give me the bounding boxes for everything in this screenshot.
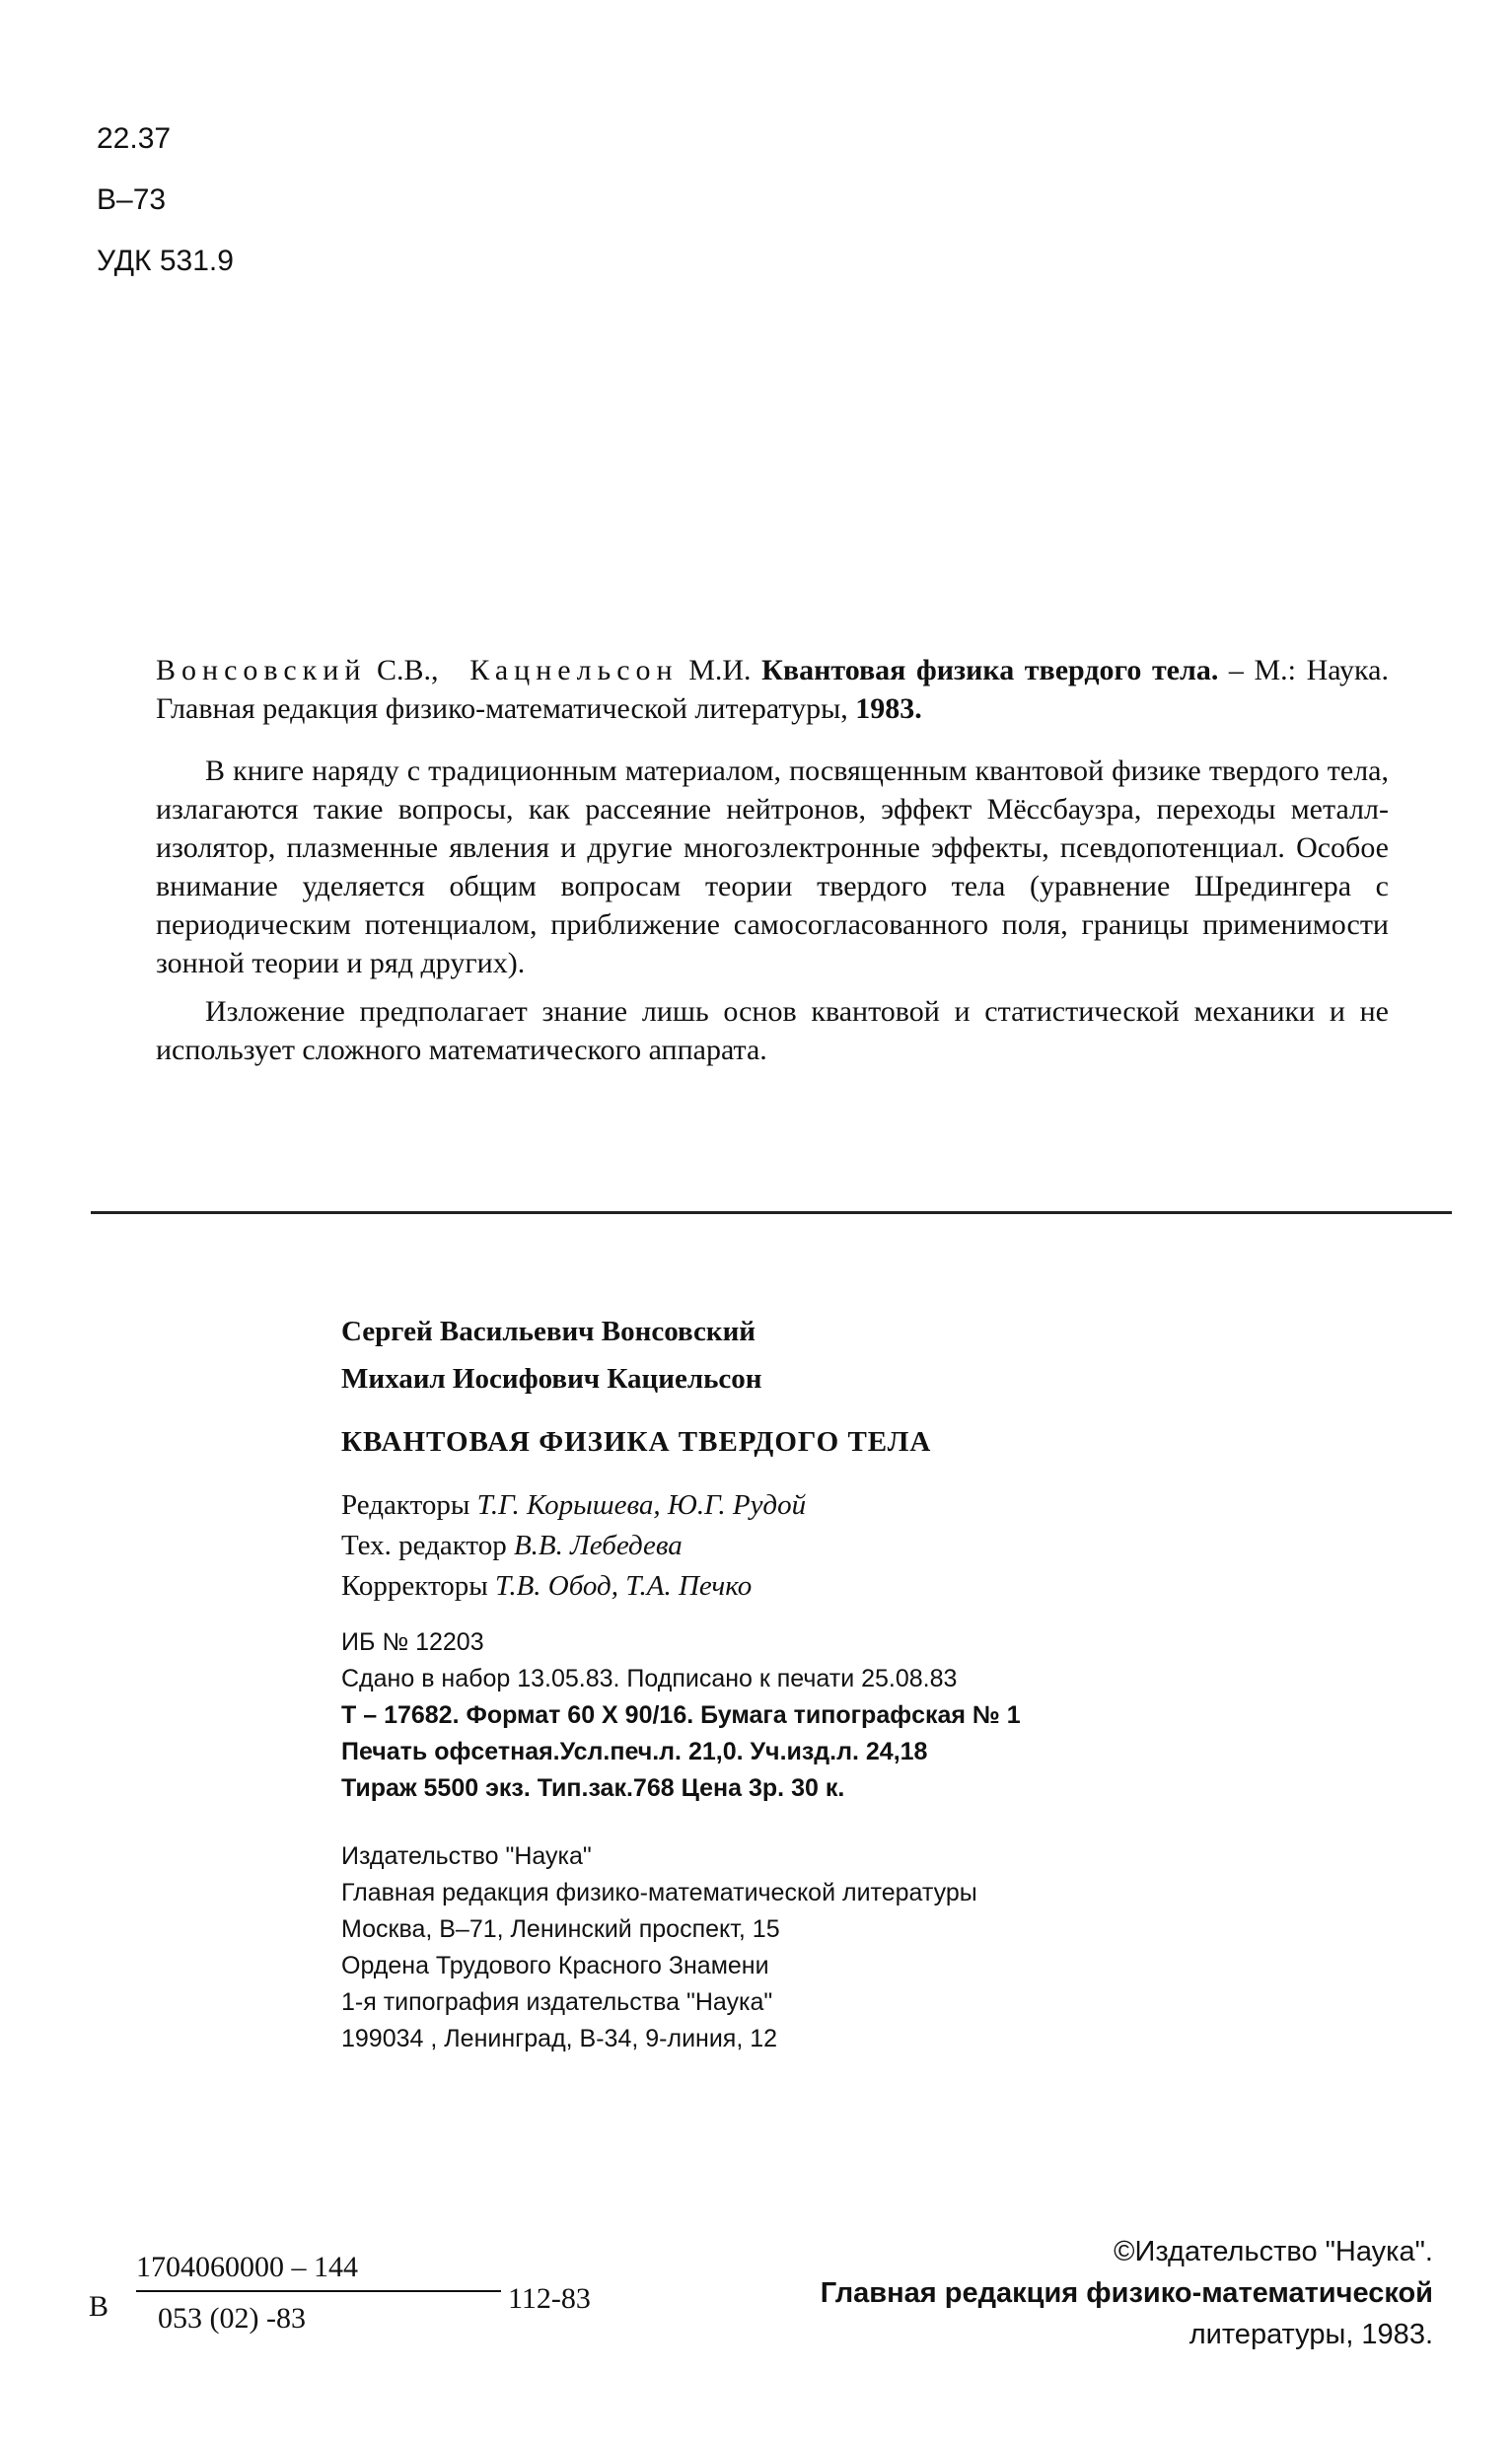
- publisher-block: [341, 1838, 1328, 2057]
- editors-label: Редакторы: [341, 1489, 477, 1521]
- format-line: Т – 17682. Формат 60 Х 90/16. Бумага типографская № 1: [341, 1701, 1021, 1729]
- annotation-paragraph-1: В книге наряду с традиционным материалом, посвященным квантовой физике твердого тела, излагаются такие вопросы, как рассеяние нейтронов, эффект Мёссбаузра, переходы металл-изолятор, плазменные явления и другие многозлектронные эффекты, псевдопотенциал. Особое внимание уделяется общим вопросам теории твердого тела (уравнение Шредингера с периодическим потенциалом, приближение самосогласованного поля, границы применимости зонной теории и ряд других).: [156, 755, 1389, 979]
- ib-number: ИБ № 12203: [341, 1628, 484, 1656]
- author-mark: В–73: [97, 183, 167, 216]
- tech-editor-line: [341, 1526, 1328, 1566]
- print-details: [341, 1624, 1328, 1807]
- annotation-paragraph-2: Изложение предполагает знание лишь основ квантовой и статистической механики и не использует сложного математического аппарата.: [156, 995, 1389, 1066]
- proofreaders-label: Корректоры: [341, 1570, 496, 1602]
- author2-initials: М.И.: [678, 654, 752, 686]
- printer-name: 1-я типография издательства "Наука": [341, 1988, 773, 2016]
- copyright-block: [821, 2231, 1433, 2355]
- tech-editor-name: В.В. Лебедева: [513, 1530, 683, 1561]
- copyright-line-1: ©Издательство "Наука".: [1114, 2236, 1433, 2267]
- copyright-line-2: Главная редакция физико-математической: [820, 2277, 1433, 2309]
- author1-surname: Вонсовский: [156, 654, 367, 686]
- proofreaders-names: Т.В. Обод, Т.А. Печко: [495, 1570, 753, 1602]
- divider-line: [91, 1211, 1452, 1214]
- editors-block: [341, 1485, 1328, 1607]
- editors-line: [341, 1485, 1328, 1526]
- proofreaders-line: [341, 1566, 1328, 1607]
- colophon: [341, 1308, 1328, 2057]
- publisher-address: Москва, В–71, Ленинский проспект, 15: [341, 1915, 780, 1943]
- submitted-line: Сдано в набор 13.05.83. Подписано к печати 25.08.83: [341, 1665, 958, 1692]
- fraction-bar: [136, 2290, 501, 2292]
- copyright-line-3: литературы, 1983.: [1188, 2319, 1433, 2350]
- printer-order: Ордена Трудового Красного Знамени: [341, 1952, 769, 1979]
- author1-initials: С.В.,: [366, 654, 439, 686]
- bibliographic-entry: [156, 651, 1389, 728]
- run-line: Тираж 5500 экз. Тип.зак.768 Цена 3р. 30 к.: [341, 1774, 845, 1802]
- fraction-letter: В: [89, 2290, 109, 2323]
- bib-publisher: – М.: Наука. Главная редакция физико-математической литературы,: [156, 654, 1389, 725]
- annotation-block: [156, 651, 1389, 1069]
- fraction-side: 112-83: [508, 2282, 591, 2315]
- print-line: Печать офсетная.Усл.печ.л. 21,0. Уч.изд.л. 24,18: [341, 1738, 928, 1765]
- author1-full-name: Сергей Васильевич Вонсовский: [341, 1316, 756, 1347]
- fraction-numerator: 1704060000 – 144: [136, 2251, 358, 2283]
- editors-names: Т.Г. Корышева, Ю.Г. Рудой: [476, 1489, 807, 1521]
- publisher-dept: Главная редакция физико-математической литературы: [341, 1879, 977, 1906]
- udk-code: УДК 531.9: [97, 245, 234, 277]
- publisher-name: Издательство "Наука": [341, 1842, 592, 1870]
- book-title: КВАНТОВАЯ ФИЗИКА ТВЕРДОГО ТЕЛА: [341, 1426, 932, 1458]
- bbk-code: 22.37: [97, 122, 172, 155]
- fraction-denominator: 053 (02) -83: [158, 2302, 306, 2335]
- tech-editor-label: Тех. редактор: [341, 1530, 514, 1561]
- author2-surname: Кацнельсон: [469, 654, 679, 686]
- printer-address: 199034 , Ленинград, В-34, 9-линия, 12: [341, 2025, 778, 2052]
- bib-year: 1983.: [847, 692, 922, 725]
- author2-full-name: Михаил Иосифович Кациельсон: [341, 1363, 762, 1395]
- classification-codes: [97, 108, 234, 292]
- bib-title: Квантовая физика твердого тела.: [751, 654, 1219, 686]
